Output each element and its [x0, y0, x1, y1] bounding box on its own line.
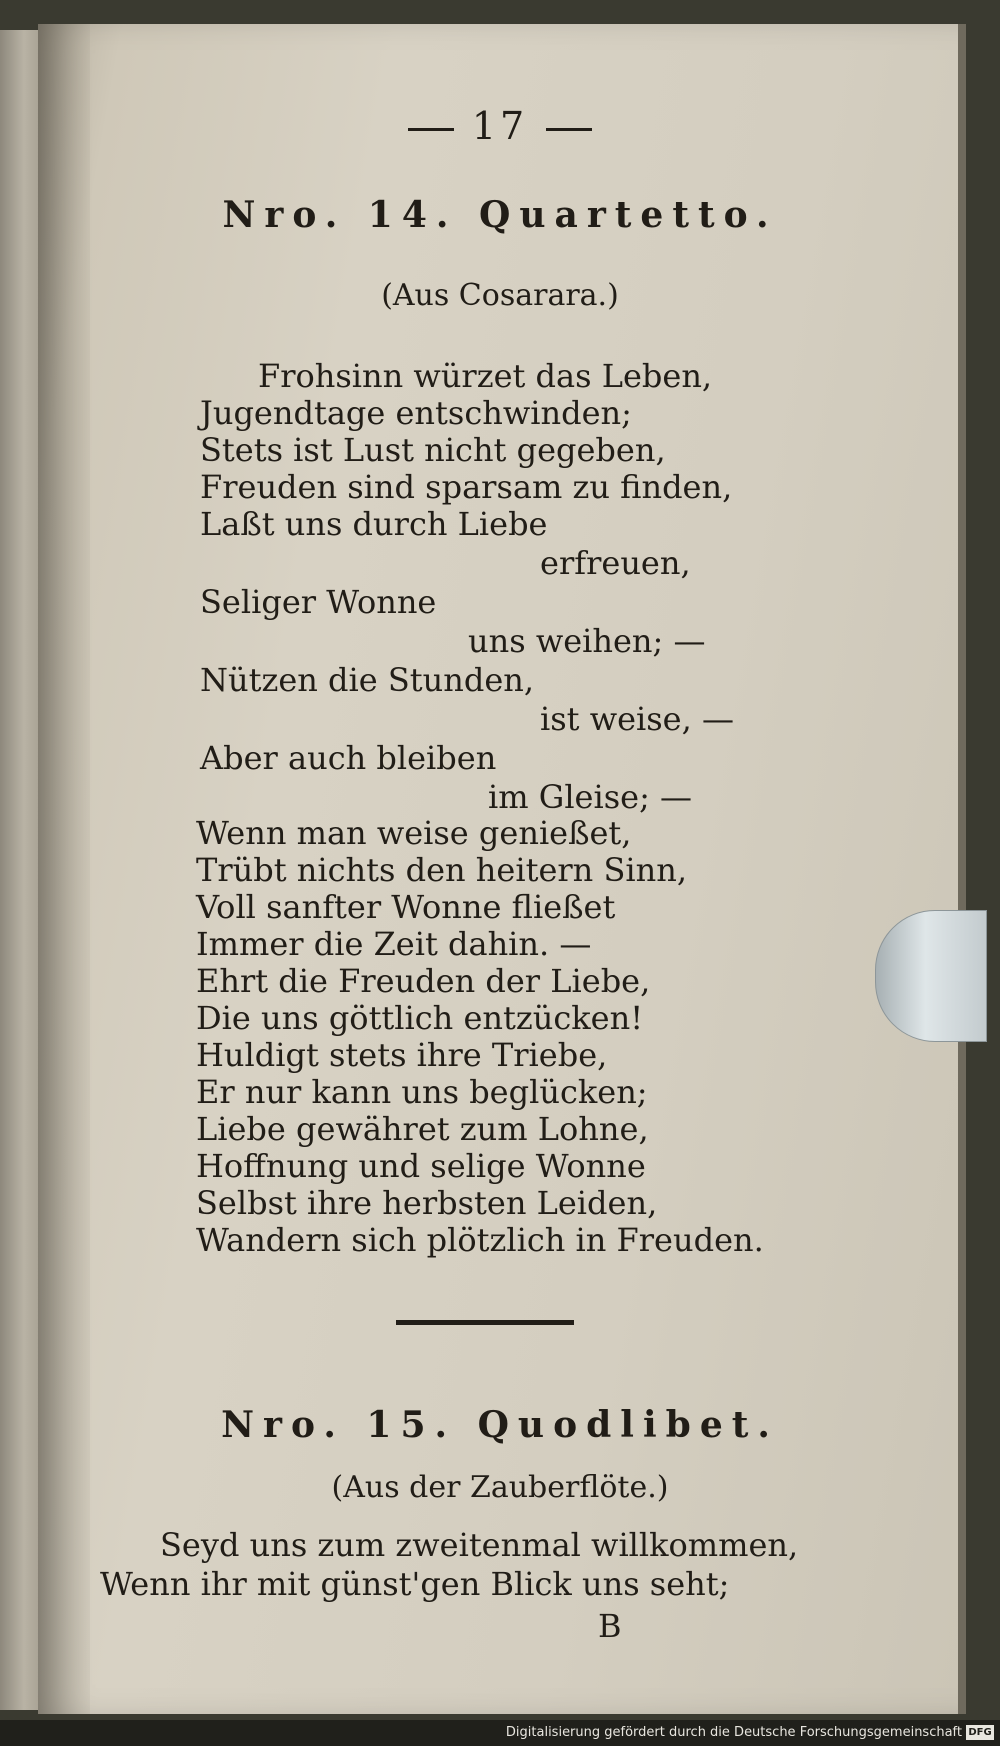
verse-line: Liebe gewähret zum Lohne, [196, 1110, 649, 1148]
page-number: 17 [0, 104, 1000, 148]
section-title-quodlibet: Nro. 15. Quodlibet. [221, 1404, 779, 1446]
dfg-logo: DFG [966, 1725, 994, 1740]
verse-line: Jugendtage entschwinden; [200, 394, 632, 432]
verse-line: Trübt nichts den heitern Sinn, [196, 851, 687, 889]
section-subtitle-cosarara: (Aus Cosarara.) [381, 278, 619, 313]
verse-line: Laßt uns durch Liebe [200, 505, 548, 543]
verse-line: Frohsinn würzet das Leben, [258, 357, 713, 395]
verse-line: Wandern sich plötzlich in Freuden. [196, 1221, 764, 1259]
verse-line: erfreuen, [540, 544, 691, 582]
footer-credit: Digitalisierung gefördert durch die Deutsche Forschungsgemeinschaft [505, 1725, 962, 1740]
verse-line: Stets ist Lust nicht gegeben, [200, 431, 666, 469]
verse-line: Voll sanfter Wonne fließet [196, 888, 616, 926]
verse-line: uns weihen; — [468, 622, 706, 660]
signature-mark: B [598, 1607, 622, 1645]
section-title-quartetto: Nro. 14. Quartetto. [222, 194, 778, 236]
verse-line: Er nur kann uns beglücken; [196, 1073, 648, 1111]
section-subtitle-zauberfloete: (Aus der Zauberflöte.) [331, 1470, 669, 1505]
verse-line: Aber auch bleiben [200, 739, 497, 777]
verse-line: im Gleise; — [488, 778, 693, 816]
section-divider [396, 1320, 574, 1325]
verse-line: Selbst ihre herbsten Leiden, [196, 1184, 658, 1222]
verse-line: Freuden sind sparsam zu finden, [200, 468, 733, 506]
verse-line: Ehrt die Freuden der Liebe, [196, 962, 651, 1000]
verse-line: Seliger Wonne [200, 583, 437, 621]
verse-line: Huldigt stets ihre Triebe, [196, 1036, 608, 1074]
verse-line: Die uns göttlich entzücken! [196, 999, 644, 1037]
verse-line: Wenn ihr mit günst'gen Blick uns seht; [100, 1565, 730, 1603]
digitization-footer [0, 1720, 1000, 1746]
page-clip [875, 910, 987, 1042]
verse-line: ist weise, — [540, 700, 734, 738]
verse-line: Hoffnung und selige Wonne [196, 1147, 646, 1185]
verse-line: Nützen die Stunden, [200, 661, 535, 699]
verse-line: Wenn man weise genießet, [196, 814, 632, 852]
verse-line: Seyd uns zum zweitenmal willkommen, [160, 1526, 799, 1564]
verse-line: Immer die Zeit dahin. — [196, 925, 592, 963]
